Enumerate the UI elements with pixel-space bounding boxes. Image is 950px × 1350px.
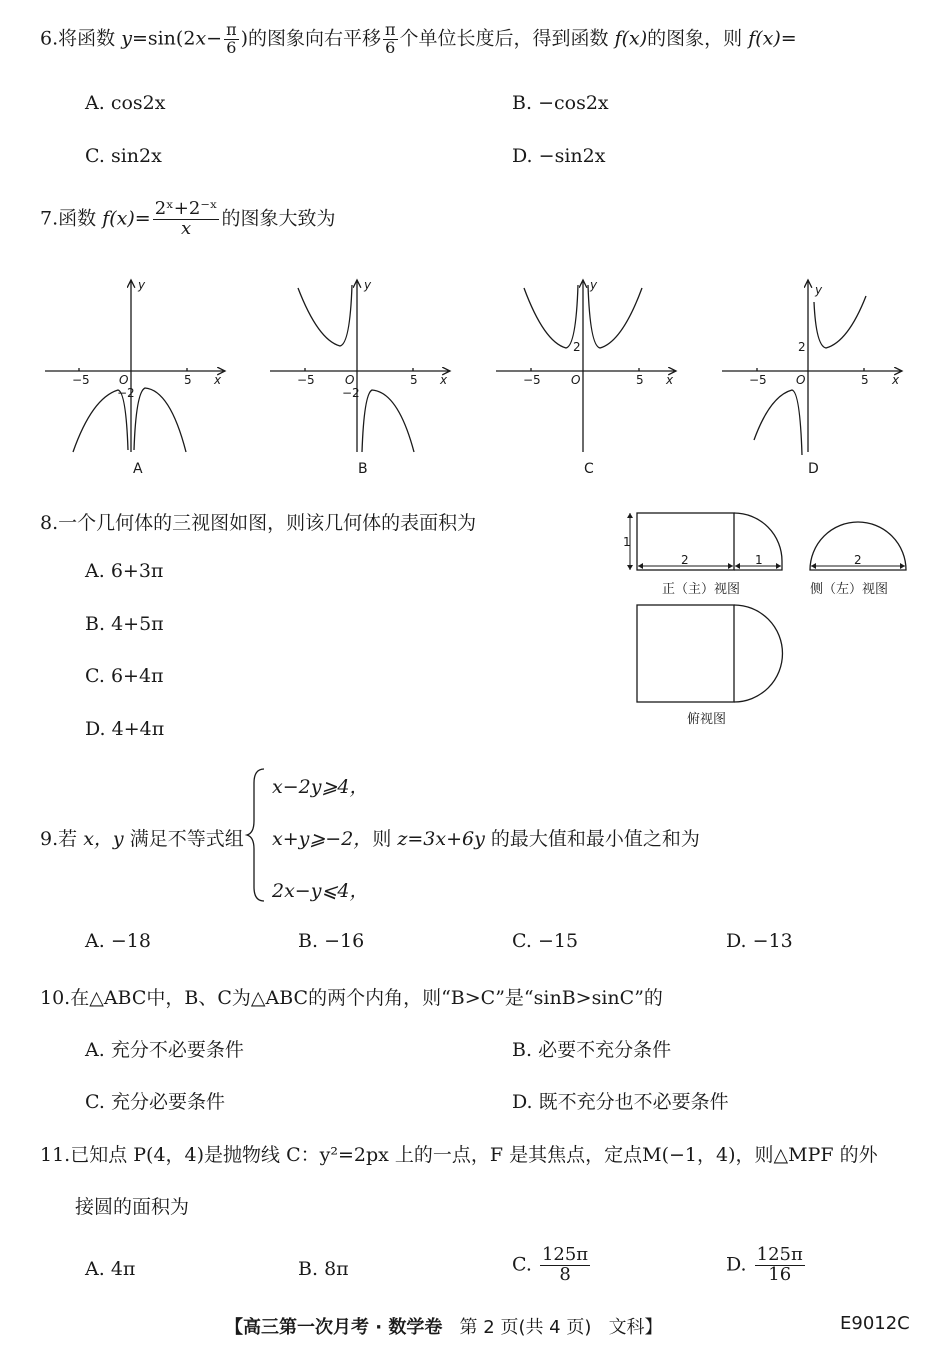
graph-b-pos5: 5	[410, 373, 418, 387]
front-dim-1: 1	[623, 535, 631, 549]
graph-c-o: O	[571, 373, 581, 387]
graph-c-neg5: −5	[523, 373, 541, 387]
q6-option-c[interactable]: C. sin2x	[85, 145, 162, 167]
footer-subject: 文科】	[608, 1317, 663, 1338]
q9-system-line1: x−2y⩾4，	[272, 776, 369, 798]
graph-d-neg5: −5	[749, 373, 767, 387]
graph-d-y: y	[815, 283, 823, 297]
page-footer	[225, 1313, 663, 1339]
q9-brace	[244, 765, 268, 905]
q9-option-a[interactable]: A. −18	[85, 930, 151, 952]
graph-d-o: O	[796, 373, 806, 387]
q10-option-b[interactable]: B. 必要不充分条件	[512, 1039, 672, 1061]
graph-b-o: O	[345, 373, 355, 387]
q11-d-fraction: $\frac{125\pi}{16}$	[756, 1244, 803, 1285]
footer-title: 【高三第一次月考 · 数学卷	[225, 1317, 443, 1338]
q8-option-a[interactable]: A. 6+3π	[85, 560, 164, 582]
shift-fraction: $\frac{\pi}{6}$	[385, 20, 396, 57]
graph-c-caption: C	[584, 461, 594, 477]
front-view-label: 正（主）视图	[662, 582, 741, 597]
q7-graphs	[0, 270, 950, 500]
side-view-label: 侧（左）视图	[810, 582, 889, 597]
graph-c-pos5: 5	[636, 373, 644, 387]
q10-option-a[interactable]: A. 充分不必要条件	[85, 1039, 244, 1061]
q10-option-d[interactable]: D. 既不充分也不必要条件	[512, 1091, 729, 1113]
graph-a-x: x	[214, 373, 222, 387]
graph-a-neg2: −2	[117, 386, 135, 400]
top-view-label: 俯视图	[687, 712, 727, 727]
q10-option-c[interactable]: C. 充分必要条件	[85, 1091, 225, 1113]
front-dim-1b: 1	[755, 553, 763, 567]
graph-d-x: x	[892, 373, 900, 387]
q7-stem: 7.函数 f(x)= $\frac{\text{2ˣ+2⁻ˣ}}{x}$ 的图象大致为	[40, 198, 336, 239]
q8-option-d[interactable]: D. 4+4π	[85, 718, 165, 740]
footer-page: 第 2 页(共 4 页)	[459, 1317, 592, 1338]
graph-a[interactable]	[45, 280, 225, 452]
graph-a-caption: A	[133, 461, 143, 477]
graph-d-two: 2	[798, 340, 806, 354]
q9-option-d[interactable]: D. −13	[726, 930, 793, 952]
three-views-figure	[620, 505, 940, 735]
q8-option-b[interactable]: B. 4+5π	[85, 613, 164, 635]
graph-c-y: y	[590, 278, 598, 292]
q6-option-b[interactable]: B. −cos2x	[512, 92, 609, 114]
graph-d-caption: D	[808, 461, 819, 477]
graph-c-x: x	[666, 373, 674, 387]
q11-option-d[interactable]: D. $\frac{125\pi}{16}$	[726, 1244, 803, 1285]
q6-option-a[interactable]: A. cos2x	[85, 92, 166, 114]
graph-a-o: O	[119, 373, 129, 387]
graph-d-pos5: 5	[861, 373, 869, 387]
q8-stem: 8.一个几何体的三视图如图，则该几何体的表面积为	[40, 512, 477, 534]
graph-b-neg5: −5	[297, 373, 315, 387]
q11-option-b[interactable]: B. 8π	[298, 1258, 349, 1280]
graph-b-caption: B	[358, 461, 368, 477]
footer-code: E9012C	[840, 1313, 910, 1334]
q11-option-c[interactable]: C. $\frac{125\pi}{8}$	[512, 1244, 589, 1285]
q10-stem: 10.在△ABC中，B、C为△ABC的两个内角，则“B>C”是“sinB>sinC”的	[40, 987, 663, 1009]
q6-stem: 6.将函数 y=sin(2x− $\frac{\pi}{6}$ )的图象向右平移 $\frac{\pi}{6}$ 个单位长度后，得到函数 f(x)的图象，则 f(x)=	[40, 20, 797, 57]
q9-option-c[interactable]: C. −15	[512, 930, 579, 952]
q9-system-line3: 2x−y⩽4，	[272, 880, 369, 902]
graph-d[interactable]	[722, 280, 902, 455]
q9-option-b[interactable]: B. −16	[298, 930, 365, 952]
graph-a-neg5: −5	[72, 373, 90, 387]
graph-c[interactable]	[496, 280, 676, 452]
graph-a-y: y	[138, 278, 146, 292]
q9-system-line2: x+y⩾−2，则 z=3x+6y 的最大值和最小值之和为	[272, 828, 700, 850]
q9-stem: 9.若 x，y 满足不等式组	[40, 828, 244, 850]
graph-a-pos5: 5	[184, 373, 192, 387]
graph-b-neg2: −2	[342, 386, 360, 400]
pi-over-6-fraction: $\frac{\pi}{6}$	[226, 20, 237, 57]
graph-c-two: 2	[573, 340, 581, 354]
graph-b-x: x	[440, 373, 448, 387]
q11-stem-line2: 接圆的面积为	[75, 1196, 190, 1218]
q8-option-c[interactable]: C. 6+4π	[85, 665, 164, 687]
q11-stem-line1: 11.已知点 P(4，4)是抛物线 C：y²=2px 上的一点，F 是其焦点，定点M(−1，4)，则△MPF 的外	[40, 1144, 878, 1166]
front-dim-2: 2	[681, 553, 689, 567]
graph-b[interactable]	[270, 280, 450, 452]
side-dim-2: 2	[854, 553, 862, 567]
graph-b-y: y	[364, 278, 372, 292]
q11-c-fraction: $\frac{125\pi}{8}$	[541, 1244, 589, 1285]
q6-option-d[interactable]: D. −sin2x	[512, 145, 606, 167]
q7-fraction: $\frac{\text{2ˣ+2⁻ˣ}}{x}$	[154, 198, 218, 239]
q11-option-a[interactable]: A. 4π	[85, 1258, 136, 1280]
top-view	[637, 605, 782, 702]
